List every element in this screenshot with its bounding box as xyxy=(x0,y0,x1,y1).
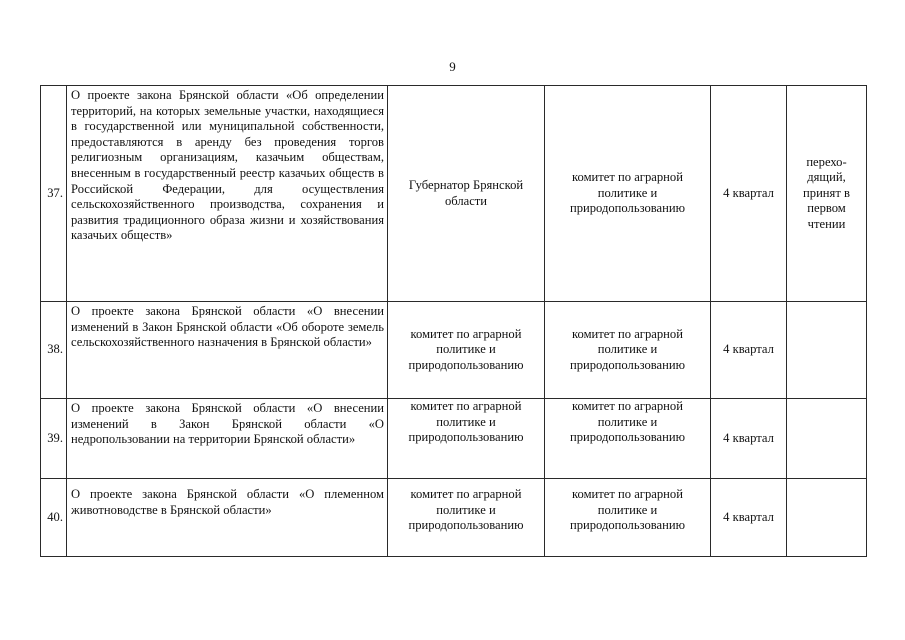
responsible-committee: комитет по аграрной политике и природопользованию xyxy=(545,479,711,557)
legislative-plan-table xyxy=(40,85,867,557)
row-number: 39. xyxy=(41,399,67,479)
initiator: Губернатор Брянской области xyxy=(388,86,545,302)
table-row xyxy=(41,479,867,557)
initiator: комитет по аграрной политике и природопользованию xyxy=(388,399,545,479)
deadline: 4 квартал xyxy=(711,86,787,302)
note xyxy=(787,302,867,399)
responsible-committee: комитет по аграрной политике и природопользованию xyxy=(545,86,711,302)
table-row xyxy=(41,399,867,479)
page-number: 9 xyxy=(449,59,456,74)
row-number: 40. xyxy=(41,479,67,557)
bill-title: О проекте закона Брянской области «О внесении изменений в Закон Брянской области «Об обороте земель сельскохозяйственного назначения в Брянской области» xyxy=(67,302,388,399)
table-row xyxy=(41,302,867,399)
table-row xyxy=(41,86,867,302)
initiator: комитет по аграрной политике и природопользованию xyxy=(388,479,545,557)
note xyxy=(787,479,867,557)
responsible-committee: комитет по аграрной политике и природопользованию xyxy=(545,399,711,479)
responsible-committee: комитет по аграрной политике и природопользованию xyxy=(545,302,711,399)
note: перехо-дящий, принят в первом чтении xyxy=(787,86,867,302)
bill-title: О проекте закона Брянской области «О внесении изменений в Закон Брянской области «О недропользовании на территории Брянской области» xyxy=(67,399,388,479)
bill-title: О проекте закона Брянской области «Об определении территорий, на которых земельные участки, находящиеся в государственной или муниципальной собственности, предоставляются в аренду без проведения торгов религиозным организациям, казачьим обществам, внесенным в государственный реестр казачьих обществ в Российской Федерации, для осуществления сельскохозяйственного производства, сохранения и развития традиционного образа жизни и хозяйствования казачьих обществ» xyxy=(67,86,388,302)
row-number: 37. xyxy=(41,86,67,302)
deadline: 4 квартал xyxy=(711,302,787,399)
deadline: 4 квартал xyxy=(711,479,787,557)
note xyxy=(787,399,867,479)
deadline: 4 квартал xyxy=(711,399,787,479)
initiator: комитет по аграрной политике и природопользованию xyxy=(388,302,545,399)
row-number: 38. xyxy=(41,302,67,399)
bill-title: О проекте закона Брянской области «О племенном животноводстве в Брянской области» xyxy=(67,479,388,557)
